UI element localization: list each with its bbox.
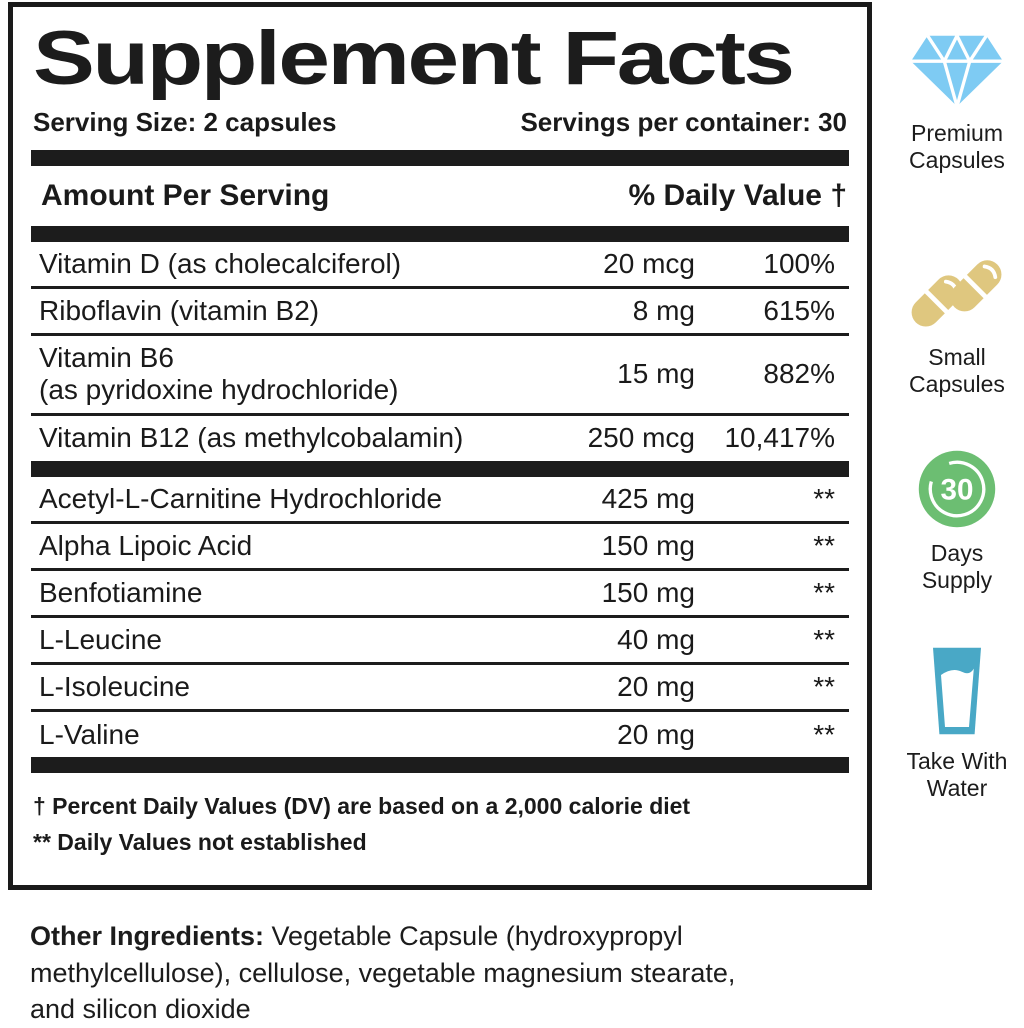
badge-days-supply <box>893 446 1021 594</box>
thick-divider <box>31 757 849 773</box>
ingredient-amount: 20 mg <box>617 671 695 703</box>
badge-premium-capsules <box>893 30 1021 174</box>
other-ingredients-line2: methylcellulose), cellulose, vegetable magnesium stearate, <box>30 957 736 988</box>
ingredient-name <box>39 342 559 406</box>
diamond-icon <box>908 30 1006 112</box>
badge-caption-line: Supply <box>921 567 993 594</box>
footnote-daily-value: † Percent Daily Values (DV) are based on a 2,000 calorie diet <box>33 793 691 820</box>
badge-caption-line: Premium <box>910 120 1003 146</box>
table-row <box>31 242 849 289</box>
thick-divider <box>31 150 849 166</box>
ingredient-daily-value: 615% <box>763 295 835 327</box>
days-supply-icon <box>914 446 1000 532</box>
ingredient-name: L-Valine <box>39 718 140 750</box>
ingredient-amount: 150 mg <box>601 577 695 609</box>
ingredient-daily-value: ** <box>813 577 835 609</box>
other-ingredients-line1 <box>30 918 820 955</box>
ingredient-name: Benfotiamine <box>39 576 203 608</box>
ingredient-amount: 20 mg <box>617 718 695 750</box>
table-row <box>31 665 849 712</box>
table-header <box>31 166 849 226</box>
ingredient-name: Riboflavin (vitamin B2) <box>39 294 320 326</box>
ingredient-name: L-Leucine <box>39 624 162 656</box>
badge-caption <box>893 120 1021 174</box>
ingredient-daily-value: ** <box>813 482 835 514</box>
ingredient-amount: 8 mg <box>632 295 695 327</box>
column-header-amount: Amount Per Serving <box>41 178 330 212</box>
serving-info <box>33 107 847 138</box>
badge-caption-line: Capsules <box>909 371 1005 398</box>
badge-small-capsules <box>893 248 1021 398</box>
column-header-daily-value: % Daily Value † <box>628 178 847 212</box>
ingredient-daily-value: ** <box>813 671 835 703</box>
ingredient-daily-value: ** <box>813 718 835 750</box>
serving-size: Serving Size: 2 capsules <box>33 106 337 137</box>
ingredient-amount: 40 mg <box>617 624 695 656</box>
badge-caption <box>893 344 1021 398</box>
badge-caption-line: Water <box>926 775 988 802</box>
badge-caption <box>893 540 1021 594</box>
ingredient-name: Alpha Lipoic Acid <box>39 529 253 561</box>
ingredient-daily-value: ** <box>813 624 835 656</box>
table-row <box>31 524 849 571</box>
days-supply-number: 30 <box>940 473 974 507</box>
table-row <box>31 618 849 665</box>
ingredient-name-line1: Vitamin B6 <box>39 342 174 374</box>
table-row <box>31 571 849 618</box>
table-row <box>31 477 849 524</box>
table-row <box>31 416 849 461</box>
supplement-facts-panel <box>8 2 872 890</box>
table-row <box>31 712 849 757</box>
ingredient-daily-value: 882% <box>763 358 835 390</box>
ingredient-amount: 15 mg <box>617 358 695 390</box>
ingredient-daily-value: ** <box>813 529 835 561</box>
badge-caption-line: Days <box>930 540 984 566</box>
water-glass-icon <box>917 642 997 740</box>
ingredient-daily-value: 10,417% <box>724 422 835 454</box>
ingredient-daily-value: 100% <box>763 247 835 279</box>
other-ingredients-line3: and silicon dioxide <box>30 994 251 1025</box>
ingredient-amount: 20 mcg <box>603 247 695 279</box>
badge-caption-line: Small <box>928 344 986 370</box>
badge-caption <box>893 748 1021 802</box>
ingredient-name: L-Isoleucine <box>39 671 190 703</box>
ingredient-amount: 250 mcg <box>587 422 695 454</box>
badge-caption-line: Take With <box>906 748 1008 774</box>
servings-per-container: Servings per container: 30 <box>520 106 847 137</box>
badge-take-with-water <box>893 642 1021 802</box>
table-row <box>31 289 849 336</box>
panel-title: Supplement Facts <box>33 16 793 101</box>
other-ingredients-text: Vegetable Capsule (hydroxypropyl <box>264 921 683 951</box>
ingredient-amount: 150 mg <box>601 529 695 561</box>
footnote-not-established: ** Daily Values not established <box>33 829 367 856</box>
other-ingredients <box>30 918 820 1028</box>
footnotes <box>31 773 849 874</box>
capsules-icon <box>905 248 1009 336</box>
ingredient-name-line2: (as pyridoxine hydrochloride) <box>39 374 399 406</box>
other-ingredients-label: Other Ingredients: <box>30 921 265 951</box>
ingredient-name: Vitamin D (as cholecalciferol) <box>39 247 402 279</box>
ingredient-name: Acetyl-L-Carnitine Hydrochloride <box>39 482 443 514</box>
ingredient-amount: 425 mg <box>601 482 695 514</box>
ingredient-name: Vitamin B12 (as methylcobalamin) <box>39 421 464 453</box>
thick-divider <box>31 226 849 242</box>
table-row <box>31 336 849 415</box>
thick-divider <box>31 461 849 477</box>
badge-caption-line: Capsules <box>909 147 1005 174</box>
